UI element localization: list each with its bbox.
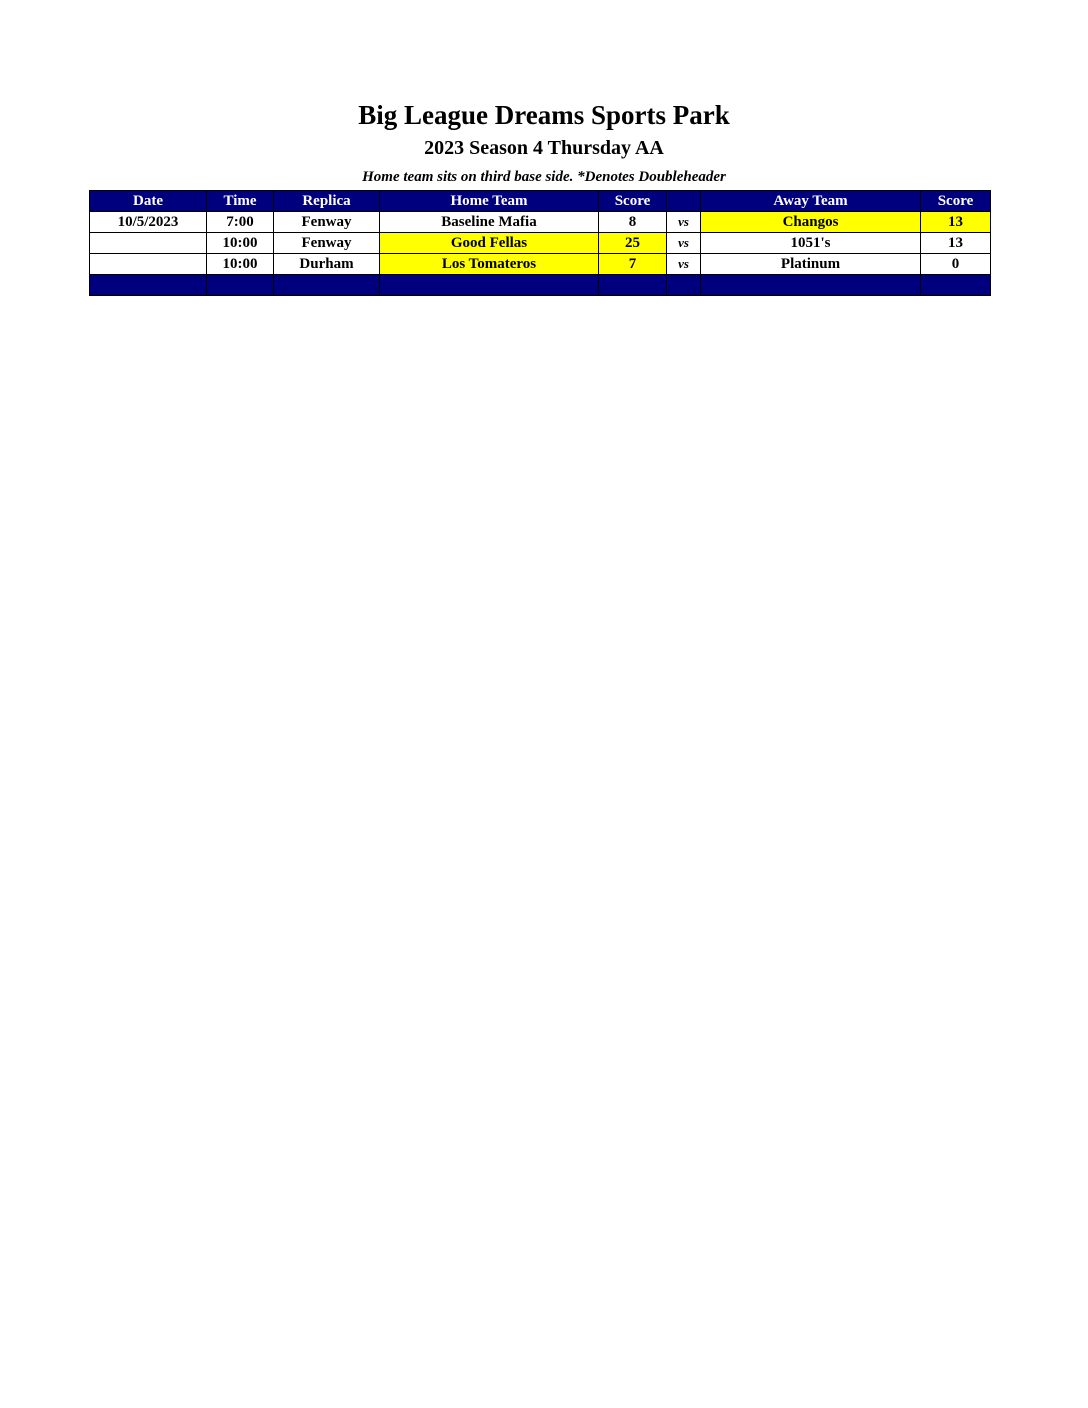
game-time: 7:00 [207, 212, 274, 233]
vs-label: vs [667, 212, 701, 233]
column-header-away-score: Score [921, 191, 991, 212]
away-team: 1051's [701, 233, 921, 254]
table-footer-row [90, 275, 991, 296]
footer-cell [921, 275, 991, 296]
game-replica: Fenway [274, 212, 380, 233]
home-team: Good Fellas [380, 233, 599, 254]
home-score: 8 [599, 212, 667, 233]
home-score: 7 [599, 254, 667, 275]
column-header-away-team: Away Team [701, 191, 921, 212]
home-score: 25 [599, 233, 667, 254]
column-header-replica: Replica [274, 191, 380, 212]
table-header-row [90, 191, 991, 212]
vs-label: vs [667, 233, 701, 254]
page-subtitle: 2023 Season 4 Thursday AA [424, 137, 664, 159]
game-time: 10:00 [207, 233, 274, 254]
column-header-home-score: Score [599, 191, 667, 212]
footer-cell [667, 275, 701, 296]
away-score: 13 [921, 233, 991, 254]
footer-cell [701, 275, 921, 296]
away-team: Platinum [701, 254, 921, 275]
column-header-time: Time [207, 191, 274, 212]
table-row [90, 254, 991, 275]
game-time: 10:00 [207, 254, 274, 275]
away-score: 13 [921, 212, 991, 233]
game-date [90, 254, 207, 275]
footer-cell [207, 275, 274, 296]
page-title: Big League Dreams Sports Park [358, 100, 730, 130]
schedule-table [89, 190, 991, 296]
footer-cell [274, 275, 380, 296]
away-score: 0 [921, 254, 991, 275]
home-team: Baseline Mafia [380, 212, 599, 233]
table-row [90, 212, 991, 233]
vs-label: vs [667, 254, 701, 275]
schedule-note: Home team sits on third base side. *Denotes Doubleheader [362, 169, 726, 185]
column-header-vs [667, 191, 701, 212]
home-team: Los Tomateros [380, 254, 599, 275]
game-replica: Durham [274, 254, 380, 275]
footer-cell [599, 275, 667, 296]
column-header-date: Date [90, 191, 207, 212]
game-date [90, 233, 207, 254]
footer-cell [380, 275, 599, 296]
footer-cell [90, 275, 207, 296]
table-row [90, 233, 991, 254]
away-team: Changos [701, 212, 921, 233]
column-header-home-team: Home Team [380, 191, 599, 212]
game-date: 10/5/2023 [90, 212, 207, 233]
game-replica: Fenway [274, 233, 380, 254]
